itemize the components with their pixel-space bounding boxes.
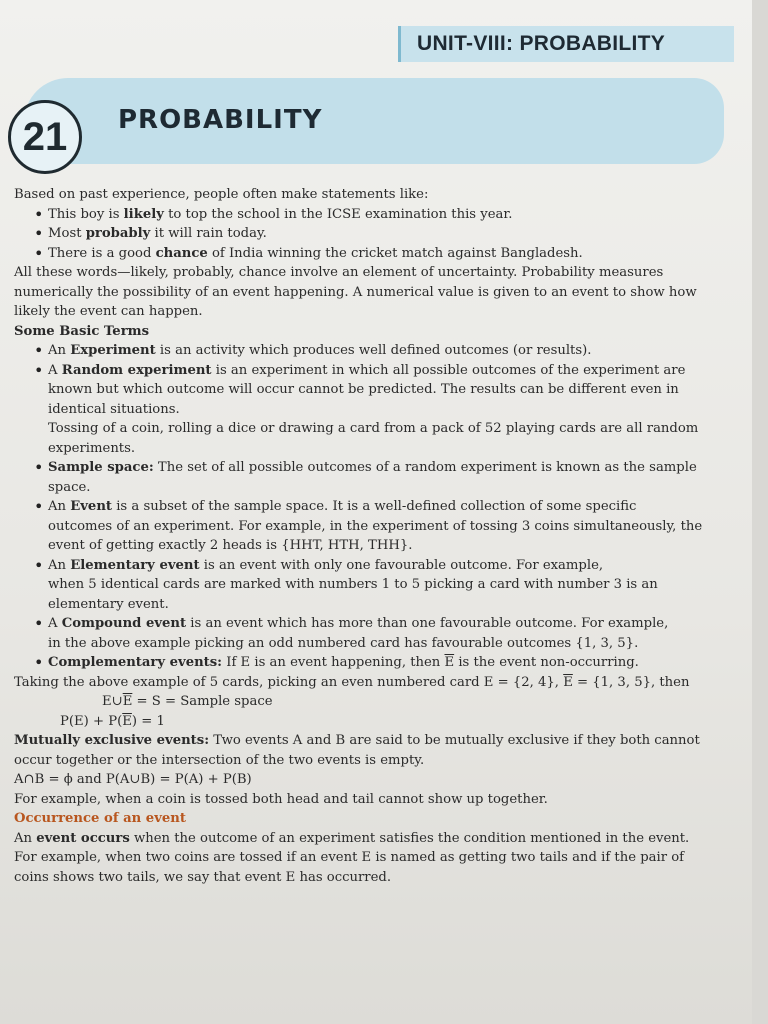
occurrence-paragraph: An event occurs when the outcome of an experiment satisfies the condition mentioned in the event. For example, when two coins are tossed if an event E is named as getting two tails and if the pair of coins shows two tails, we say that event E has occurred. bbox=[14, 830, 690, 885]
terms-list bbox=[14, 341, 704, 673]
unit-banner: UNIT-VIII: PROBABILITY bbox=[398, 26, 734, 62]
term-compound-event: • A Compound event is an event which has more than one favourable outcome. For example, in the above example picking an odd numbered card has favourable outcomes {1, 3, 5}. bbox=[34, 614, 704, 653]
term-experiment: • An Experiment is an activity which produces well defined outcomes (or results). bbox=[34, 341, 704, 361]
equation-probability-sum: $P(E) + P(\overline{E}) = 1$ bbox=[60, 713, 165, 729]
mutually-exclusive-formula: A∩B = ϕ and P(A∪B) = P(A) + P(B) bbox=[14, 772, 252, 787]
chapter-number: 21 bbox=[8, 100, 82, 174]
example-text: Taking the above example of 5 cards, picking an even numbered card E = {2, 4}, $\overline{E} = \{1$, 3, 5}, then bbox=[14, 674, 690, 690]
mutually-exclusive-example: For example, when a coin is tossed both head and tail cannot show up together. bbox=[14, 791, 548, 807]
term-random-experiment: • A Random experiment is an experiment in which all possible outcomes of the experiment are known but which outcome will occur cannot be predicted. The results can be different even in identical situations. Tossing of a coin, rolling a dice or drawing a card from a pack of 52 playing cards are all random experiments. bbox=[34, 361, 704, 459]
term-event: • An Event is a subset of the sample space. It is a well-defined collection of some specific outcomes of an experiment. For example, in the experiment of tossing 3 coins simultaneously, the event of getting exactly 2 heads is {HHT, HTH, THH}. bbox=[34, 497, 704, 556]
basic-terms-heading: Some Basic Terms bbox=[14, 323, 150, 339]
term-elementary-event: • An Elementary event is an event with only one favourable outcome. For example, when 5 identical cards are marked with numbers 1 to 5 picking a card with number 3 is an elementary event. bbox=[34, 556, 704, 615]
uncertainty-paragraph: All these words—likely, probably, chance involve an element of uncertainty. Probability measures numerically the possibility of an event happening. A numerical value is given to an event to show how likely the event can happen. bbox=[14, 265, 697, 319]
statement-list bbox=[14, 205, 704, 264]
term-sample-space: • Sample space: The set of all possible outcomes of a random experiment is known as the sample space. bbox=[34, 458, 704, 497]
intro-text: Based on past experience, people often make statements like: bbox=[14, 187, 429, 202]
list-item: • There is a good chance of India winning the cricket match against Bangladesh. bbox=[34, 244, 704, 264]
content bbox=[14, 185, 704, 887]
equation-union: $E\cup\overline{E} = S$ = Sample space bbox=[102, 694, 273, 709]
list-item: • This boy is likely to top the school in the ICSE examination this year. bbox=[34, 205, 704, 225]
mutually-exclusive-paragraph: Mutually exclusive events: Two events A and B are said to be mutually exclusive if they both cannot occur together or the intersection of the two events is empty. bbox=[14, 733, 700, 768]
term-complementary-events: • Complementary events: If E is an event happening, then $\overline{E}$ is the event non-occurring. bbox=[34, 653, 704, 673]
occurrence-heading: Occurrence of an event bbox=[14, 811, 186, 826]
list-item: • Most probably it will rain today. bbox=[34, 224, 704, 244]
chapter-title: PROBABILITY bbox=[118, 105, 323, 135]
